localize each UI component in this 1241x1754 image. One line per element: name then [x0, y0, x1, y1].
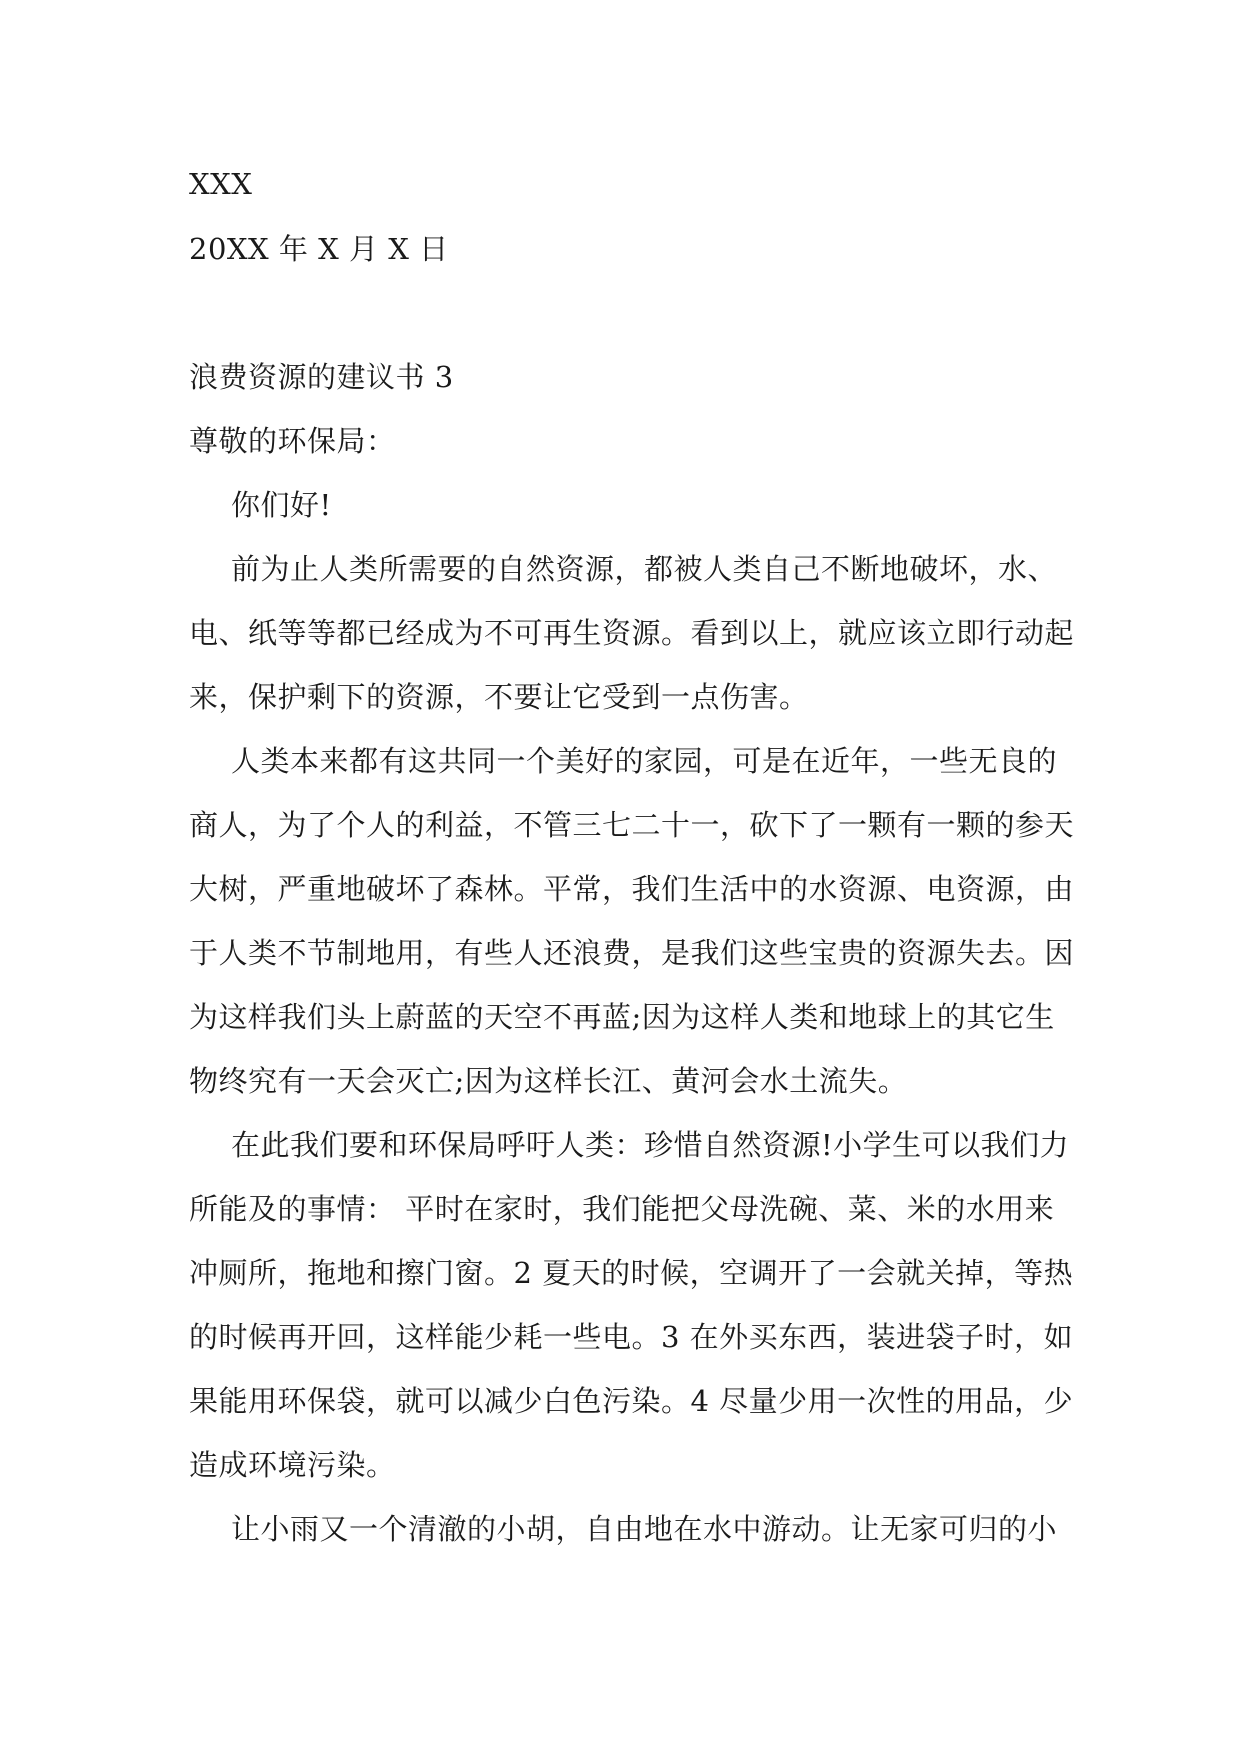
- letter-title: 浪费资源的建议书 3: [189, 360, 454, 394]
- paragraph-line: 让小雨又一个清澈的小胡，自由地在水中游动。让无家可归的小: [231, 1512, 1058, 1546]
- paragraph-line: 于人类不节制地用，有些人还浪费，是我们这些宝贵的资源失去。因: [189, 936, 1075, 970]
- paragraph-line: 果能用环保袋，就可以减少白色污染。4 尽量少用一次性的用品，少: [189, 1384, 1074, 1418]
- paragraph-line: 冲厕所，拖地和擦门窗。2 夏天的时候，空调开了一会就关掉，等热: [189, 1256, 1074, 1290]
- paragraph-line: 前为止人类所需要的自然资源，都被人类自己不断地破坏，水、: [231, 552, 1058, 586]
- paragraph-line: 为这样我们头上蔚蓝的天空不再蓝;因为这样人类和地球上的其它生: [189, 1000, 1055, 1034]
- paragraph-line: 电、纸等等都已经成为不可再生资源。看到以上，就应该立即行动起: [189, 616, 1075, 650]
- letter-date: 20XX 年 X 月 X 日: [189, 232, 449, 266]
- paragraph-line: 在此我们要和环保局呼吁人类：珍惜自然资源!小学生可以我们力: [231, 1128, 1070, 1162]
- paragraph-line: 来，保护剩下的资源，不要让它受到一点伤害。: [189, 680, 809, 714]
- paragraph-line: 人类本来都有这共同一个美好的家园，可是在近年，一些无良的: [231, 744, 1058, 778]
- letter-greeting: 你们好!: [231, 488, 332, 522]
- letter-salutation: 尊敬的环保局：: [189, 424, 396, 458]
- paragraph-line: 大树，严重地破坏了森林。平常，我们生活中的水资源、电资源，由: [189, 872, 1075, 906]
- paragraph-line: 造成环境污染。: [189, 1448, 396, 1482]
- paragraph-line: 的时候再开回，这样能少耗一些电。3 在外买东西，装进袋子时，如: [189, 1320, 1074, 1354]
- sender-name: XXX: [189, 167, 253, 201]
- paragraph-line: 物终究有一天会灭亡;因为这样长江、黄河会水土流失。: [189, 1064, 908, 1098]
- paragraph-line: 商人，为了个人的利益，不管三七二十一，砍下了一颗有一颗的参天: [189, 808, 1075, 842]
- paragraph-line: 所能及的事情： 平时在家时，我们能把父母洗碗、菜、米的水用来: [189, 1192, 1055, 1226]
